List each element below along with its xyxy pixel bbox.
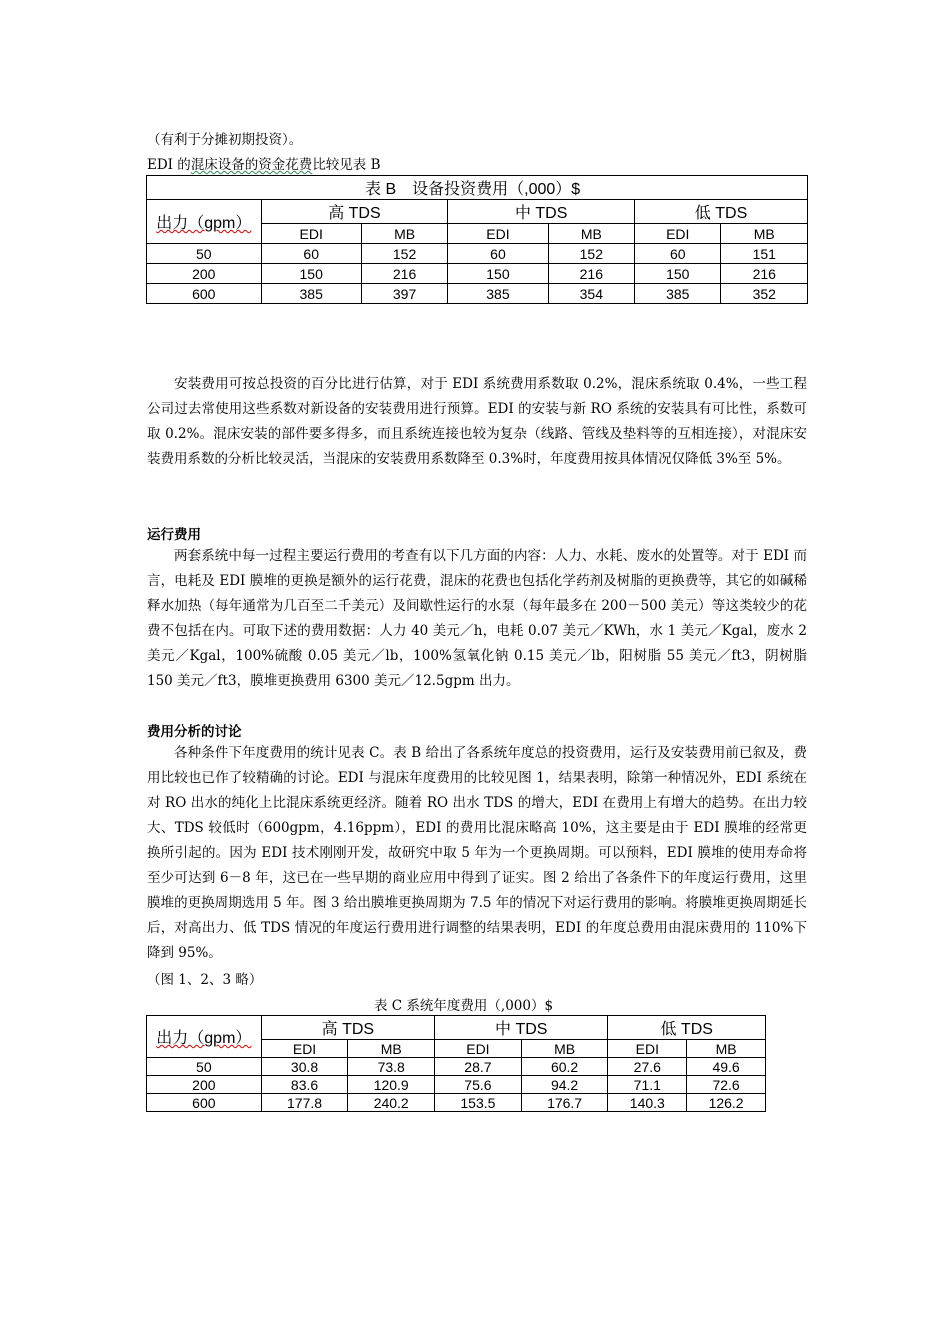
intro-line-2-suffix: 比较见表 B (312, 157, 381, 173)
table-cell: 60.2 (521, 1058, 608, 1076)
table-cell: 75.6 (435, 1076, 522, 1094)
table-c-subcol: MB (521, 1040, 608, 1058)
table-b-subcol: MB (548, 224, 634, 244)
table-cell: 30.8 (261, 1058, 348, 1076)
table-cell: 216 (361, 264, 447, 284)
table-cell: 83.6 (261, 1076, 348, 1094)
table-row (147, 244, 808, 264)
table-cell: 28.7 (435, 1058, 522, 1076)
table-c-group-mid: 中 TDS (435, 1016, 608, 1040)
table-cell: 150 (635, 264, 721, 284)
table-cell: 600 (147, 284, 262, 304)
table-cell: 50 (147, 244, 262, 264)
table-cell: 94.2 (521, 1076, 608, 1094)
table-b-row-header: 出力（gpm） (147, 200, 262, 244)
table-cell: 60 (448, 244, 548, 264)
heading-operating-cost: 运行费用 (147, 527, 201, 543)
table-cell: 140.3 (608, 1094, 687, 1112)
table-cell: 216 (548, 264, 634, 284)
table-cell: 152 (361, 244, 447, 264)
table-cell: 151 (721, 244, 808, 264)
table-cell: 27.6 (608, 1058, 687, 1076)
paragraph-operating-cost: 两套系统中每一过程主要运行费用的考查有以下几方面的内容：人力、水耗、废水的处置等。对于 EDI 而言，电耗及 EDI 膜堆的更换是额外的运行花费，混床的花费也包括化学药剂及树脂的更换费等，其它的如碱稀释水加热（每年通常为几百至二千美元）及间歇性运行的水泵（每年最多在 200－500 美元）等这类较少的花费不包括在内。可取下述的费用数据：人力 40 美元／h，电耗 0.07 美元／KWh，水 1 美元／Kgal，废水 2 美元／Kgal，100%硫酸 0.05 美元／lb，100%氢氧化钠 0.15 美元／lb，阳树脂 55 美元／ft3，阴树脂 150 美元／ft3，膜堆更换费用 6300 美元／12.5gpm 出力。 (147, 548, 807, 689)
table-b-title: 表 B 设备投资费用（,000）$ (147, 176, 808, 200)
table-cell: 60 (635, 244, 721, 264)
table-cell: 600 (147, 1094, 262, 1112)
table-c-subcol: MB (687, 1040, 766, 1058)
table-c-subcol: EDI (435, 1040, 522, 1058)
table-c-group-low: 低 TDS (608, 1016, 766, 1040)
table-cell: 200 (147, 1076, 262, 1094)
table-cell: 120.9 (348, 1076, 435, 1094)
table-cell: 354 (548, 284, 634, 304)
table-cell: 126.2 (687, 1094, 766, 1112)
paragraph-discussion: 各种条件下年度费用的统计见表 C。表 B 给出了各系统年度总的投资费用，运行及安装费用前已叙及，费用比较也已作了较精确的讨论。EDI 与混床年度费用的比较见图 1，结果表明，除第一种情况外，EDI 系统在对 RO 出水的纯化上比混床系统更经济。随着 RO 出水 TDS 的增大，EDI 在费用上有增大的趋势。在出力较大、TDS 较低时（600gpm，4.16ppm），EDI 的费用比混床略高 10%，这主要是由于 EDI 膜堆的经常更换所引起的。因为 EDI 技术刚刚开发，故研究中取 5 年为一个更换周期。可以预料，EDI 膜堆的使用寿命将至少可达到 6－8 年，这已在一些早期的商业应用中得到了证实。图 2 给出了各条件下的年度运行费用，这里膜堆的更换周期选用 5 年。图 3 给出膜堆更换周期为 7.5 年的情况下对运行费用的影响。将膜堆更换周期延长后，对高出力、低 TDS 情况的年度运行费用进行调整的结果表明，EDI 的年度总费用由混床费用的 110%下降到 95%。 (147, 745, 807, 961)
table-cell: 385 (448, 284, 548, 304)
intro-line-1: （有利于分摊初期投资）。 (147, 132, 303, 148)
table-b-subcol: EDI (448, 224, 548, 244)
table-b-group-high: 高 TDS (261, 200, 448, 224)
table-cell: 177.8 (261, 1094, 348, 1112)
table-c-row-header: 出力（gpm） (147, 1016, 262, 1058)
table-cell: 72.6 (687, 1076, 766, 1094)
table-cell: 397 (361, 284, 447, 304)
table-cell: 385 (261, 284, 361, 304)
table-c-subcol: EDI (261, 1040, 348, 1058)
table-b-group-mid: 中 TDS (448, 200, 635, 224)
table-c-subcol: MB (348, 1040, 435, 1058)
table-c (146, 1015, 766, 1112)
table-cell: 60 (261, 244, 361, 264)
table-cell: 150 (448, 264, 548, 284)
table-b (146, 175, 808, 304)
table-row (147, 1094, 766, 1112)
table-cell: 176.7 (521, 1094, 608, 1112)
table-cell: 150 (261, 264, 361, 284)
table-cell: 216 (721, 264, 808, 284)
table-c-subcol: EDI (608, 1040, 687, 1058)
table-row (147, 284, 808, 304)
figure-note: （图 1、2、3 略） (147, 972, 263, 988)
table-b-subcol: MB (721, 224, 808, 244)
intro-line-2 (147, 153, 381, 173)
table-row (147, 1076, 766, 1094)
intro-line-2-underlined: 混床设备的资金花费 (190, 157, 313, 173)
table-c-group-high: 高 TDS (261, 1016, 434, 1040)
table-b-subcol: EDI (635, 224, 721, 244)
paragraph-installation: 安装费用可按总投资的百分比进行估算，对于 EDI 系统费用系数取 0.2%，混床系统取 0.4%，一些工程公司过去常使用这些系数对新设备的安装费用进行预算。EDI 的安装与新 RO 系统的安装具有可比性，系数可取 0.2%。混床安装的部件要多得多，而且系统连接也较为复杂（线路、管线及垫料等的互相连接），对混床安装费用系数的分析比较灵活，当混床的安装费用系数降至 0.3%时，年度费用按具体情况仅降低 3%至 5%。 (147, 376, 807, 467)
table-cell: 49.6 (687, 1058, 766, 1076)
table-row (147, 264, 808, 284)
table-cell: 240.2 (348, 1094, 435, 1112)
table-cell: 50 (147, 1058, 262, 1076)
table-cell: 385 (635, 284, 721, 304)
table-cell: 73.8 (348, 1058, 435, 1076)
table-c-caption: 表 C 系统年度费用（,000）$ (374, 998, 554, 1014)
table-b-group-low: 低 TDS (635, 200, 808, 224)
table-cell: 352 (721, 284, 808, 304)
heading-discussion: 费用分析的讨论 (147, 724, 242, 740)
table-cell: 71.1 (608, 1076, 687, 1094)
table-b-subcol: EDI (261, 224, 361, 244)
table-cell: 200 (147, 264, 262, 284)
table-cell: 153.5 (435, 1094, 522, 1112)
intro-line-2-prefix: EDI 的 (147, 157, 191, 173)
table-row (147, 1058, 766, 1076)
table-cell: 152 (548, 244, 634, 264)
table-b-subcol: MB (361, 224, 447, 244)
